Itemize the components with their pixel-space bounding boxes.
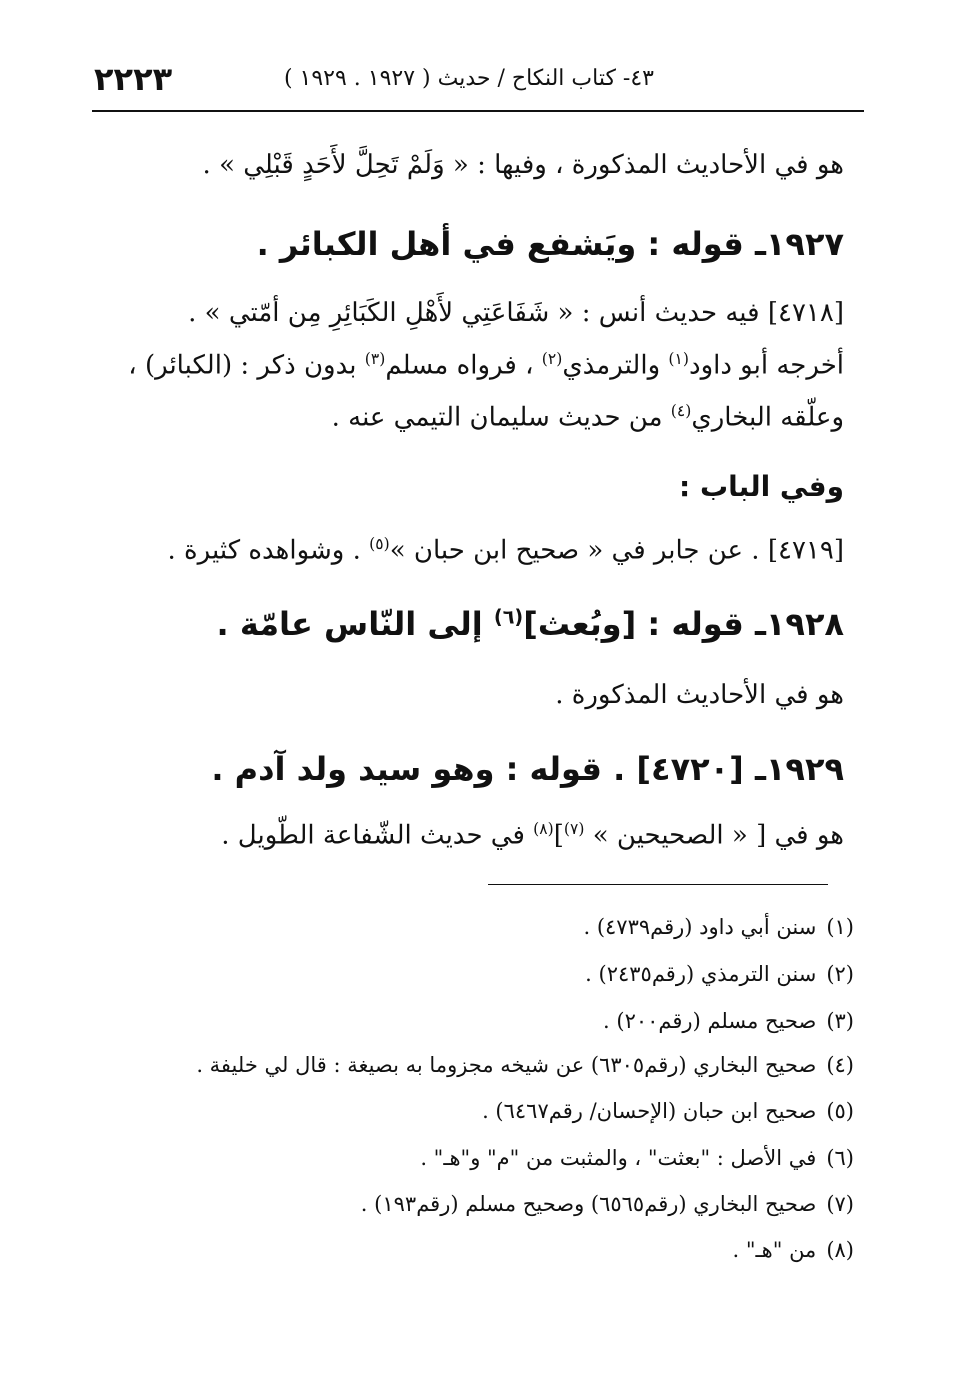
body-line-1929 — [221, 820, 844, 851]
footnote-text: سنن الترمذي (رقم٢٤٣٥) . — [585, 962, 817, 986]
heading-1928 — [217, 605, 844, 643]
takhrij-text-c: ، فرواه مسلم — [385, 350, 542, 381]
heading-1928-text-b: إلى النّاس عامّة . — [216, 605, 494, 643]
hadith-4719 — [168, 535, 844, 566]
footnote-ref-2[interactable]: (٢) — [541, 350, 563, 368]
hadith-4719-text-a: [٤٧١٩] . عن جابر في « صحيح ابن حبان » — [389, 535, 844, 566]
bukhari-line — [332, 402, 844, 433]
footnote-ref-1[interactable]: (١) — [668, 350, 689, 368]
footnote-number: (٥) — [826, 1099, 854, 1123]
takhrij-text-a: أخرجه أبو داود — [688, 350, 844, 381]
footnote-number: (٦) — [826, 1146, 854, 1170]
bukhari-text-a: وعلّقه البخاري — [691, 402, 844, 433]
footnote-3 — [603, 1009, 854, 1033]
footnote-ref-3[interactable]: (٣) — [364, 350, 386, 368]
hadith-4719-text-b: . وشواهده كثيرة . — [167, 535, 370, 566]
heading-1928-text-a: ١٩٢٨ـ قوله : [وبُعث] — [523, 605, 844, 643]
heading-1929: ١٩٢٩ـ [٤٧٢٠] . قوله : وهو سيد ولد آدم . — [211, 750, 844, 788]
subheading-bab: وفي الباب : — [679, 470, 844, 503]
footnote-number: (٧) — [826, 1192, 854, 1216]
footnote-number: (١) — [826, 915, 854, 939]
footnote-number: (٨) — [826, 1238, 854, 1262]
footnote-ref-8[interactable]: (٨) — [533, 820, 554, 838]
footnote-number: (٢) — [826, 962, 854, 986]
footnote-number: (٤) — [826, 1053, 854, 1077]
footnote-text: صحيح البخاري (رقم٦٣٠٥) عن شيخه مجزوما به بصيغة : قال لي خليفة . — [196, 1053, 817, 1077]
line-1929-text-c: في حديث الشّفاعة الطّويل . — [221, 820, 534, 851]
footnote-text: سنن أبي داود (رقم٤٧٣٩) . — [583, 915, 817, 939]
footnote-text: من "هـ" . — [732, 1238, 817, 1262]
body-line-1928: هو في الأحاديث المذكورة . — [555, 680, 844, 710]
footnote-6 — [420, 1146, 854, 1170]
page-header — [92, 60, 864, 112]
bukhari-text-b: من حديث سليمان التيمي عنه . — [331, 402, 671, 433]
running-head: ٤٣- كتاب النكاح / حديث ( ١٩٢٧ . ١٩٢٩ ) — [283, 66, 654, 91]
footnote-ref-4[interactable]: (٤) — [670, 402, 692, 420]
footnote-text: صحيح مسلم (رقم٢٠٠) . — [603, 1009, 817, 1033]
footnote-4 — [196, 1053, 854, 1077]
footnote-ref-7[interactable]: (٧) — [563, 820, 585, 838]
page-number: ٢٢٢٣ — [94, 60, 173, 98]
footnote-2 — [585, 962, 854, 986]
heading-1927: ١٩٢٧ـ قوله : ويَشفع في أهل الكبائر . — [256, 225, 844, 263]
footnote-8 — [733, 1238, 855, 1262]
footnote-1 — [583, 915, 854, 939]
line-1929-text-a: هو في [ « الصحيحين » — [584, 820, 844, 851]
footnote-text: صحيح ابن حبان (الإحسان/ رقم٦٤٦٧) . — [482, 1099, 817, 1123]
hadith-4718: [٤٧١٨] فيه حديث أنس : « شَفَاعَتِي لأَهْلِ الكَبَائِرِ مِن أمّتي » . — [188, 298, 844, 328]
footnote-text: صحيح البخاري (رقم٦٥٦٥) وصحيح مسلم (رقم١٩٣) . — [360, 1192, 817, 1216]
takhrij-text-b: والترمذي — [562, 350, 669, 381]
takhrij-text-d: بدون ذكر : (الكبائر) ، — [128, 350, 365, 381]
footnote-5 — [482, 1099, 854, 1123]
footnote-number: (٣) — [826, 1009, 854, 1033]
footnote-text: في الأصل : "بعثت" ، والمثبت من "م" و"هـ" . — [420, 1146, 817, 1170]
line-1929-text-b: ] — [553, 820, 564, 851]
footnote-ref-6[interactable]: (٦) — [493, 605, 524, 629]
footnote-separator — [488, 884, 828, 885]
takhrij-line — [128, 350, 844, 381]
footnote-7 — [361, 1192, 854, 1216]
footnote-ref-5[interactable]: (٥) — [369, 535, 390, 553]
body-line-1: هو في الأحاديث المذكورة ، وفيها : « وَلَمْ تَحِلَّ لأَحَدٍ قَبْلِي » . — [202, 150, 844, 180]
